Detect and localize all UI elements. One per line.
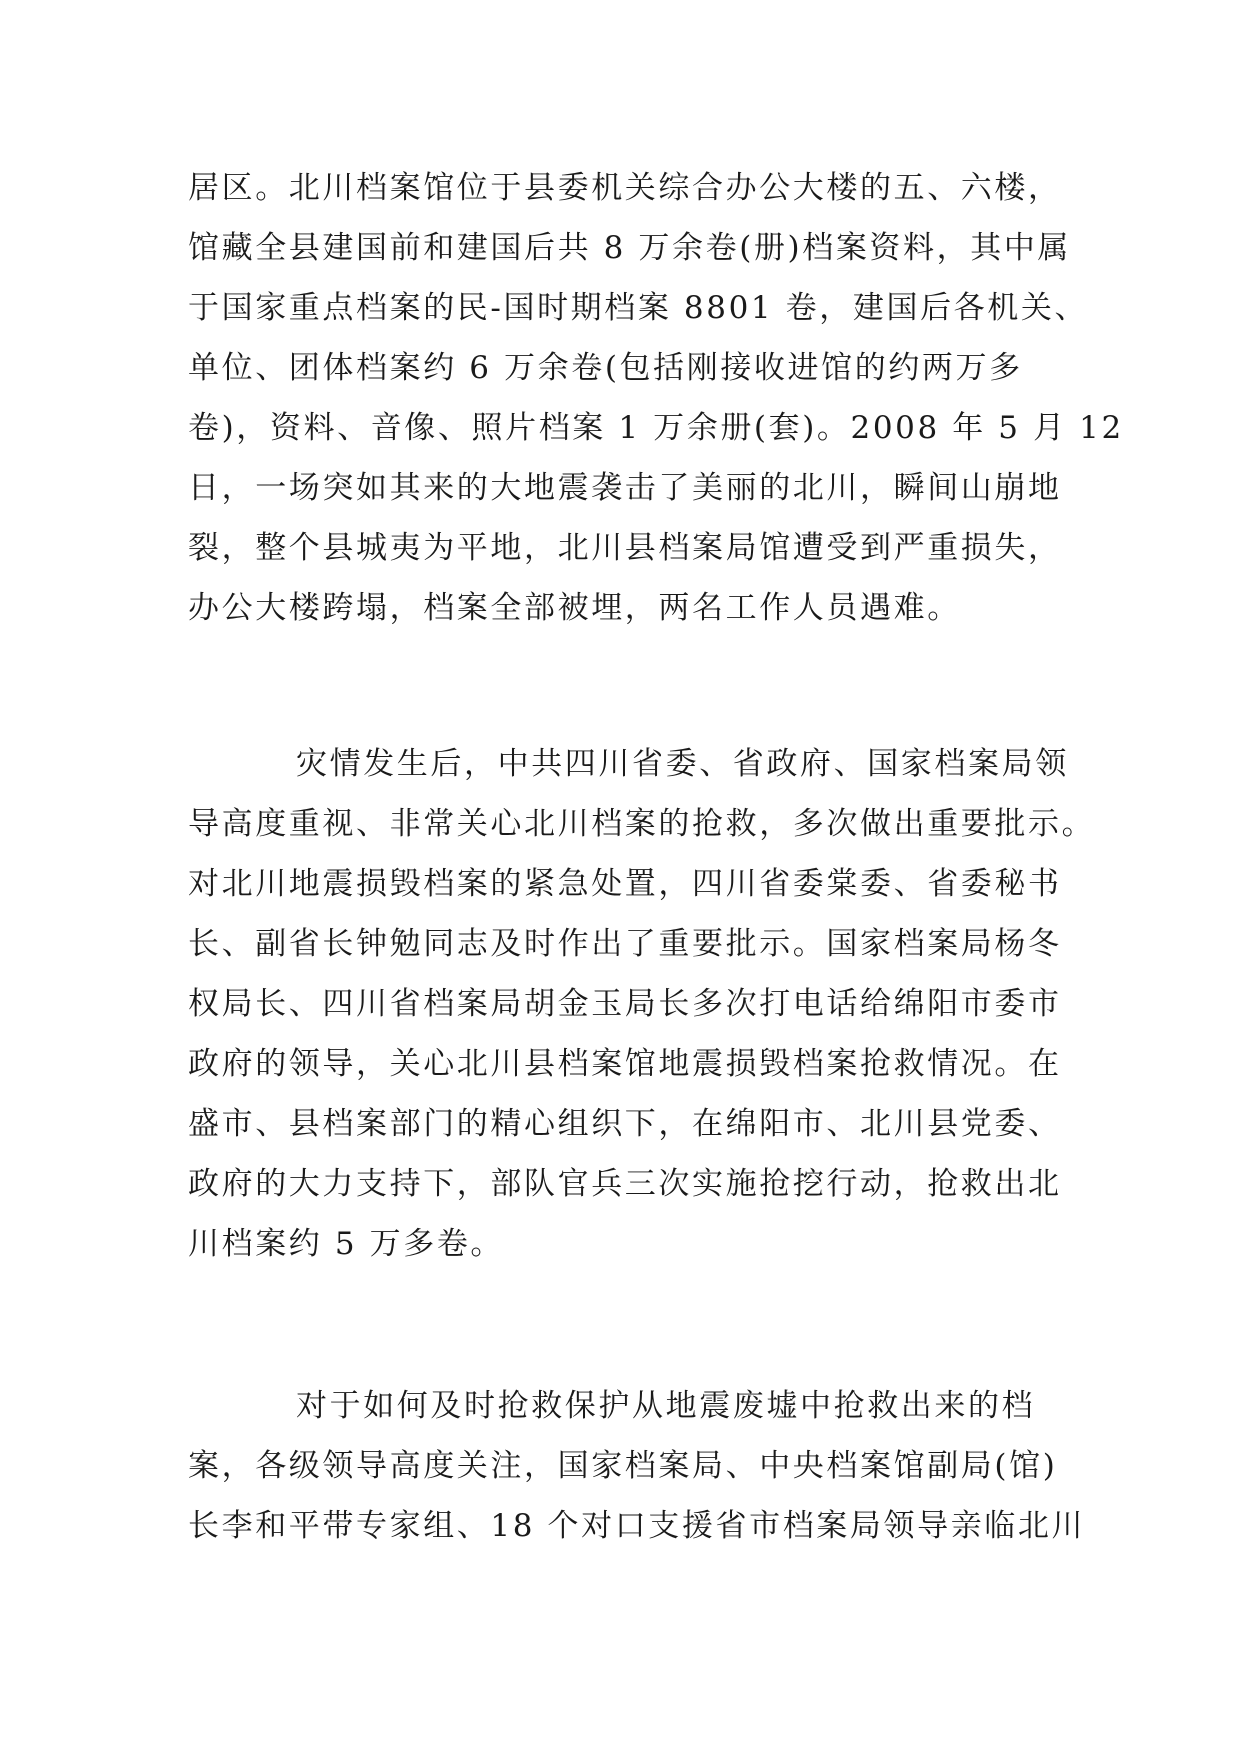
paragraph-disaster-response: [188, 734, 1096, 1274]
text-line: 案，各级领导高度关注，国家档案局、中央档案馆副局(馆): [188, 1448, 1058, 1484]
text-line: 盛市、县档案部门的精心组织下，在绵阳市、北川县党委、: [188, 1106, 1062, 1142]
text-line: 单位、团体档案约 6 万余卷(包括刚接收进馆的约两万多: [188, 350, 1023, 386]
text-line: 长李和平带专家组、18 个对口支援省市档案局领导亲临北川: [188, 1508, 1086, 1544]
text-line: 馆藏全县建国前和建国后共 8 万余卷(册)档案资料，其中属: [188, 230, 1072, 266]
text-line: 居区。北川档案馆位于县委机关综合办公大楼的五、六楼，: [188, 170, 1062, 206]
text-line: 灾情发生后，中共四川省委、省政府、国家档案局领: [296, 746, 1069, 782]
text-line: 裂，整个县城夷为平地，北川县档案局馆遭受到严重损失，: [188, 530, 1062, 566]
text-line: 权局长、四川省档案局胡金玉局长多次打电话给绵阳市委市: [188, 986, 1062, 1022]
text-line: 导高度重视、非常关心北川档案的抢救，多次做出重要批示。: [188, 806, 1096, 842]
text-line: 政府的大力支持下，部队官兵三次实施抢挖行动，抢救出北: [188, 1166, 1062, 1202]
text-line: 卷)，资料、音像、照片档案 1 万余册(套)。2008 年 5 月 12: [188, 410, 1124, 446]
text-line: 办公大楼跨塌，档案全部被埋，两名工作人员遇难。: [188, 590, 961, 626]
text-line: 对北川地震损毁档案的紧急处置，四川省委棠委、省委秘书: [188, 866, 1062, 902]
text-line: 对于如何及时抢救保护从地震废墟中抢救出来的档: [296, 1388, 1036, 1424]
text-line: 长、副省长钟勉同志及时作出了重要批示。国家档案局杨冬: [188, 926, 1062, 962]
text-line: 于国家重点档案的民-国时期档案 8801 卷，建国后各机关、: [188, 290, 1089, 326]
text-line: 政府的领导，关心北川县档案馆地震损毁档案抢救情况。在: [188, 1046, 1062, 1082]
paragraph-archive-protection: [188, 1376, 1086, 1556]
text-line: 日，一场突如其来的大地震袭击了美丽的北川，瞬间山崩地: [188, 470, 1062, 506]
text-line: 川档案约 5 万多卷。: [188, 1226, 505, 1262]
paragraph-archive-overview: [188, 158, 1124, 638]
